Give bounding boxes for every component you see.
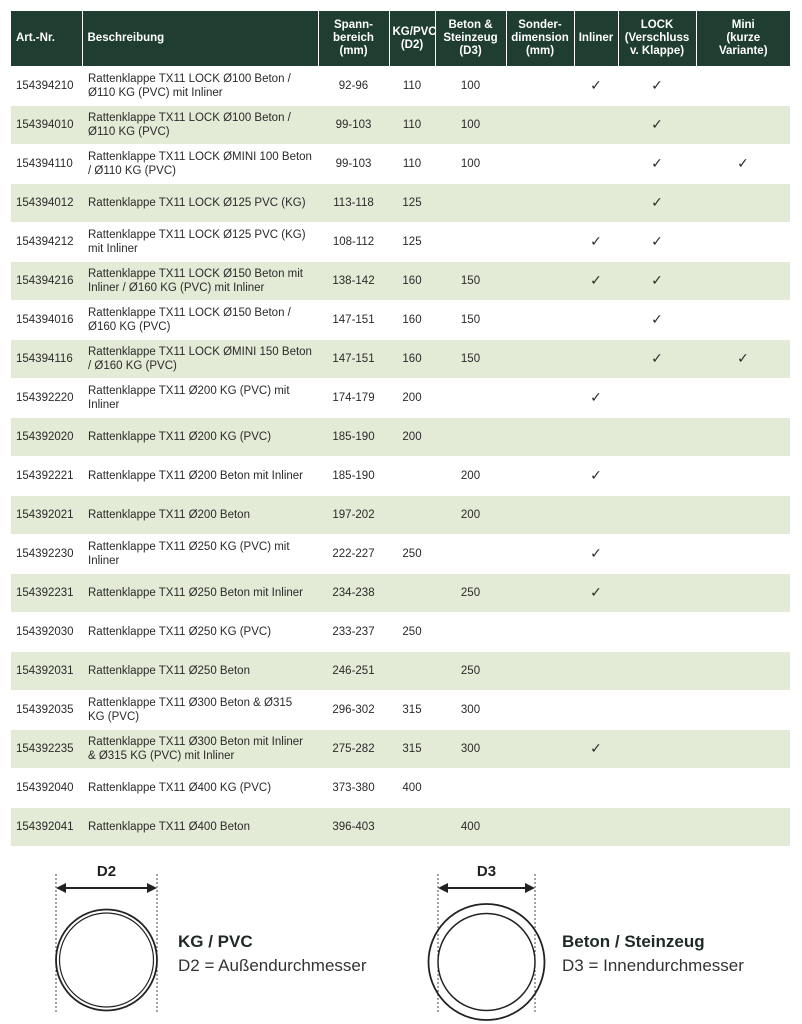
cell-mini [696, 574, 790, 613]
cell-beton [435, 418, 506, 457]
cell-sonderdimension [506, 418, 574, 457]
cell-inliner [574, 340, 618, 379]
cell-art-nr: 154392230 [11, 535, 82, 574]
cell-beton: 100 [435, 67, 506, 106]
cell-beschreibung: Rattenklappe TX11 Ø400 KG (PVC) [82, 769, 318, 808]
cell-sonderdimension [506, 301, 574, 340]
cell-spannbereich: 113-118 [318, 184, 389, 223]
cell-mini [696, 457, 790, 496]
cell-sonderdimension [506, 535, 574, 574]
arrow-left-icon [438, 883, 448, 893]
cell-beton: 250 [435, 652, 506, 691]
cell-spannbereich: 197-202 [318, 496, 389, 535]
cell-mini [696, 496, 790, 535]
cell-kg-pvc: 160 [389, 301, 435, 340]
cell-kg-pvc [389, 457, 435, 496]
cell-beton: 150 [435, 262, 506, 301]
header-lock: LOCK (Verschluss v. Klappe) [618, 11, 696, 67]
cell-spannbereich: 222-227 [318, 535, 389, 574]
cell-beton [435, 184, 506, 223]
caption-kg-pvc-subtitle: D2 = Außendurchmesser [178, 956, 367, 975]
cell-spannbereich: 234-238 [318, 574, 389, 613]
table-row [11, 184, 790, 223]
cell-mini [696, 379, 790, 418]
cell-lock [618, 184, 696, 223]
cell-beschreibung: Rattenklappe TX11 Ø200 KG (PVC) mit Inliner [82, 379, 318, 418]
cell-spannbereich: 147-151 [318, 301, 389, 340]
cell-kg-pvc: 200 [389, 418, 435, 457]
check-icon: ✓ [590, 272, 602, 288]
check-icon: ✓ [737, 155, 749, 171]
cell-mini [696, 808, 790, 847]
check-icon: ✓ [590, 467, 602, 483]
cell-art-nr: 154394216 [11, 262, 82, 301]
cell-beschreibung: Rattenklappe TX11 Ø250 KG (PVC) [82, 613, 318, 652]
cell-sonderdimension [506, 574, 574, 613]
diagram-kg-pvc [46, 852, 171, 1017]
cell-inliner [574, 769, 618, 808]
header-inliner: Inliner [574, 11, 618, 67]
cell-inliner [574, 457, 618, 496]
cell-kg-pvc [389, 652, 435, 691]
cell-lock [618, 145, 696, 184]
table-row [11, 535, 790, 574]
cell-kg-pvc: 200 [389, 379, 435, 418]
cell-kg-pvc [389, 574, 435, 613]
cell-art-nr: 154392031 [11, 652, 82, 691]
cell-beton: 100 [435, 145, 506, 184]
cell-lock [618, 340, 696, 379]
check-icon: ✓ [590, 584, 602, 600]
cell-beschreibung: Rattenklappe TX11 LOCK Ø125 PVC (KG) mit Inliner [82, 223, 318, 262]
cell-art-nr: 154394110 [11, 145, 82, 184]
cell-beton: 300 [435, 730, 506, 769]
cell-kg-pvc: 110 [389, 106, 435, 145]
cell-beton: 150 [435, 340, 506, 379]
cell-sonderdimension [506, 808, 574, 847]
cell-mini [696, 535, 790, 574]
check-icon: ✓ [590, 233, 602, 249]
check-icon: ✓ [651, 350, 663, 366]
cell-inliner [574, 535, 618, 574]
cell-sonderdimension [506, 145, 574, 184]
cell-kg-pvc: 160 [389, 262, 435, 301]
cell-lock [618, 535, 696, 574]
cell-beschreibung: Rattenklappe TX11 LOCK Ø100 Beton / Ø110 KG (PVC) [82, 106, 318, 145]
check-icon: ✓ [651, 233, 663, 249]
header-mini: Mini (kurze Variante) [696, 11, 790, 67]
cell-sonderdimension [506, 262, 574, 301]
table-header-row [11, 11, 790, 67]
caption-beton-title: Beton / Steinzeug [562, 932, 705, 951]
cell-kg-pvc: 250 [389, 613, 435, 652]
table-row [11, 340, 790, 379]
cell-kg-pvc [389, 808, 435, 847]
header-kg-pvc: KG/PVC (D2) [389, 11, 435, 67]
cell-lock [618, 457, 696, 496]
cell-art-nr: 154392235 [11, 730, 82, 769]
cell-inliner [574, 145, 618, 184]
cell-beschreibung: Rattenklappe TX11 LOCK ØMINI 150 Beton / Ø160 KG (PVC) [82, 340, 318, 379]
cell-kg-pvc: 125 [389, 184, 435, 223]
cell-beschreibung: Rattenklappe TX11 Ø250 Beton mit Inliner [82, 574, 318, 613]
table-row [11, 652, 790, 691]
cell-art-nr: 154394010 [11, 106, 82, 145]
pipe-inner-circle [438, 914, 535, 1011]
cell-sonderdimension [506, 652, 574, 691]
cell-beton: 150 [435, 301, 506, 340]
cell-inliner [574, 574, 618, 613]
cell-lock [618, 769, 696, 808]
cell-beschreibung: Rattenklappe TX11 LOCK Ø125 PVC (KG) [82, 184, 318, 223]
cell-spannbereich: 138-142 [318, 262, 389, 301]
table-row [11, 379, 790, 418]
cell-lock [618, 106, 696, 145]
cell-mini [696, 67, 790, 106]
cell-spannbereich: 373-380 [318, 769, 389, 808]
cell-art-nr: 154392041 [11, 808, 82, 847]
table-row [11, 496, 790, 535]
cell-mini [696, 145, 790, 184]
cell-art-nr: 154394212 [11, 223, 82, 262]
cell-kg-pvc: 125 [389, 223, 435, 262]
check-icon: ✓ [651, 194, 663, 210]
cell-lock [618, 691, 696, 730]
cell-inliner [574, 262, 618, 301]
cell-spannbereich: 99-103 [318, 106, 389, 145]
cell-beton: 400 [435, 808, 506, 847]
cell-beton [435, 379, 506, 418]
cell-beschreibung: Rattenklappe TX11 Ø200 Beton [82, 496, 318, 535]
cell-lock [618, 223, 696, 262]
cell-sonderdimension [506, 769, 574, 808]
check-icon: ✓ [590, 545, 602, 561]
cell-mini [696, 730, 790, 769]
check-icon: ✓ [737, 350, 749, 366]
cell-spannbereich: 275-282 [318, 730, 389, 769]
cell-kg-pvc: 250 [389, 535, 435, 574]
cell-mini [696, 691, 790, 730]
table-row [11, 418, 790, 457]
cell-spannbereich: 99-103 [318, 145, 389, 184]
cell-sonderdimension [506, 340, 574, 379]
cell-spannbereich: 246-251 [318, 652, 389, 691]
cell-inliner [574, 223, 618, 262]
cell-spannbereich: 185-190 [318, 418, 389, 457]
cell-kg-pvc: 110 [389, 145, 435, 184]
cell-lock [618, 67, 696, 106]
arrow-right-icon [147, 883, 157, 893]
cell-lock [618, 652, 696, 691]
table-row [11, 574, 790, 613]
check-icon: ✓ [651, 77, 663, 93]
dimension-label-d3: D3 [476, 863, 497, 880]
cell-spannbereich: 396-403 [318, 808, 389, 847]
header-art-nr: Art.-Nr. [11, 11, 82, 67]
cell-lock [618, 574, 696, 613]
cell-inliner [574, 418, 618, 457]
cell-beton: 100 [435, 106, 506, 145]
cell-art-nr: 154392030 [11, 613, 82, 652]
cell-inliner [574, 652, 618, 691]
cell-mini [696, 613, 790, 652]
cell-sonderdimension [506, 67, 574, 106]
arrow-right-icon [525, 883, 535, 893]
cell-beton [435, 769, 506, 808]
table-row [11, 613, 790, 652]
header-spannbereich: Spann- bereich (mm) [318, 11, 389, 67]
table-row [11, 301, 790, 340]
header-beschreibung: Beschreibung [82, 11, 318, 67]
cell-mini [696, 340, 790, 379]
cell-lock [618, 418, 696, 457]
cell-art-nr: 154394116 [11, 340, 82, 379]
caption-beton-subtitle: D3 = Innendurchmesser [562, 956, 744, 975]
cell-beton: 300 [435, 691, 506, 730]
cell-spannbereich: 296-302 [318, 691, 389, 730]
cell-art-nr: 154394210 [11, 67, 82, 106]
cell-inliner [574, 106, 618, 145]
header-sonderdimension: Sonder- dimension (mm) [506, 11, 574, 67]
cell-sonderdimension [506, 730, 574, 769]
check-icon: ✓ [651, 272, 663, 288]
cell-beschreibung: Rattenklappe TX11 Ø250 KG (PVC) mit Inliner [82, 535, 318, 574]
cell-beschreibung: Rattenklappe TX11 Ø300 Beton & Ø315 KG (PVC) [82, 691, 318, 730]
table-row [11, 145, 790, 184]
cell-inliner [574, 691, 618, 730]
cell-beschreibung: Rattenklappe TX11 LOCK Ø100 Beton / Ø110 KG (PVC) mit Inliner [82, 67, 318, 106]
table-row [11, 691, 790, 730]
cell-spannbereich: 92-96 [318, 67, 389, 106]
cell-art-nr: 154392035 [11, 691, 82, 730]
table-row [11, 223, 790, 262]
cell-sonderdimension [506, 496, 574, 535]
cell-inliner [574, 730, 618, 769]
pipe-outer-circle [56, 910, 157, 1011]
cell-lock [618, 808, 696, 847]
cell-inliner [574, 301, 618, 340]
cell-inliner [574, 67, 618, 106]
table-row [11, 769, 790, 808]
cell-art-nr: 154394012 [11, 184, 82, 223]
cell-spannbereich: 108-112 [318, 223, 389, 262]
cell-art-nr: 154392040 [11, 769, 82, 808]
check-icon: ✓ [590, 740, 602, 756]
cell-art-nr: 154392020 [11, 418, 82, 457]
table-row [11, 457, 790, 496]
cell-inliner [574, 379, 618, 418]
cell-mini [696, 223, 790, 262]
header-beton-steinzeug: Beton & Steinzeug (D3) [435, 11, 506, 67]
check-icon: ✓ [651, 311, 663, 327]
cell-sonderdimension [506, 223, 574, 262]
table-row [11, 262, 790, 301]
cell-spannbereich: 233-237 [318, 613, 389, 652]
cell-lock [618, 613, 696, 652]
cell-spannbereich: 185-190 [318, 457, 389, 496]
cell-beschreibung: Rattenklappe TX11 Ø200 Beton mit Inliner [82, 457, 318, 496]
cell-kg-pvc: 315 [389, 691, 435, 730]
check-icon: ✓ [651, 155, 663, 171]
cell-mini [696, 769, 790, 808]
cell-spannbereich: 174-179 [318, 379, 389, 418]
cell-lock [618, 496, 696, 535]
cell-kg-pvc: 160 [389, 340, 435, 379]
cell-beschreibung: Rattenklappe TX11 LOCK ØMINI 100 Beton / Ø110 KG (PVC) [82, 145, 318, 184]
check-icon: ✓ [651, 116, 663, 132]
cell-art-nr: 154392021 [11, 496, 82, 535]
cell-art-nr: 154394016 [11, 301, 82, 340]
cell-beton [435, 535, 506, 574]
cell-sonderdimension [506, 613, 574, 652]
cell-lock [618, 301, 696, 340]
cell-sonderdimension [506, 106, 574, 145]
cell-sonderdimension [506, 184, 574, 223]
dimension-label-d2: D2 [96, 863, 117, 880]
cell-inliner [574, 184, 618, 223]
cell-beschreibung: Rattenklappe TX11 LOCK Ø150 Beton mit Inliner / Ø160 KG (PVC) mit Inliner [82, 262, 318, 301]
cell-beton: 250 [435, 574, 506, 613]
table-row [11, 67, 790, 106]
cell-inliner [574, 613, 618, 652]
cell-beschreibung: Rattenklappe TX11 Ø200 KG (PVC) [82, 418, 318, 457]
cell-beton: 200 [435, 457, 506, 496]
cell-mini [696, 418, 790, 457]
caption-kg-pvc-title: KG / PVC [178, 932, 253, 951]
cell-kg-pvc: 110 [389, 67, 435, 106]
table-row [11, 730, 790, 769]
cell-mini [696, 184, 790, 223]
table-body [11, 67, 790, 847]
check-icon: ✓ [590, 389, 602, 405]
table-row [11, 106, 790, 145]
cell-sonderdimension [506, 379, 574, 418]
pipe-inner-circle [60, 913, 154, 1007]
cell-mini [696, 262, 790, 301]
table-row [11, 808, 790, 847]
cell-beschreibung: Rattenklappe TX11 Ø400 Beton [82, 808, 318, 847]
cell-lock [618, 379, 696, 418]
cell-kg-pvc [389, 496, 435, 535]
cell-beton [435, 223, 506, 262]
cell-inliner [574, 496, 618, 535]
cell-beschreibung: Rattenklappe TX11 Ø300 Beton mit Inliner & Ø315 KG (PVC) mit Inliner [82, 730, 318, 769]
cell-beschreibung: Rattenklappe TX11 Ø250 Beton [82, 652, 318, 691]
cell-beton: 200 [435, 496, 506, 535]
cell-art-nr: 154392231 [11, 574, 82, 613]
cell-mini [696, 652, 790, 691]
cell-lock [618, 262, 696, 301]
cell-mini [696, 301, 790, 340]
cell-kg-pvc: 400 [389, 769, 435, 808]
cell-beschreibung: Rattenklappe TX11 LOCK Ø150 Beton / Ø160 KG (PVC) [82, 301, 318, 340]
cell-inliner [574, 808, 618, 847]
cell-art-nr: 154392220 [11, 379, 82, 418]
cell-spannbereich: 147-151 [318, 340, 389, 379]
cell-kg-pvc: 315 [389, 730, 435, 769]
arrow-left-icon [56, 883, 66, 893]
cell-sonderdimension [506, 457, 574, 496]
cell-beton [435, 613, 506, 652]
cell-sonderdimension [506, 691, 574, 730]
cell-art-nr: 154392221 [11, 457, 82, 496]
cell-lock [618, 730, 696, 769]
check-icon: ✓ [590, 77, 602, 93]
diagram-beton-steinzeug [420, 852, 560, 1024]
cell-mini [696, 106, 790, 145]
product-table [11, 11, 790, 846]
pipe-outer-circle [429, 904, 545, 1020]
